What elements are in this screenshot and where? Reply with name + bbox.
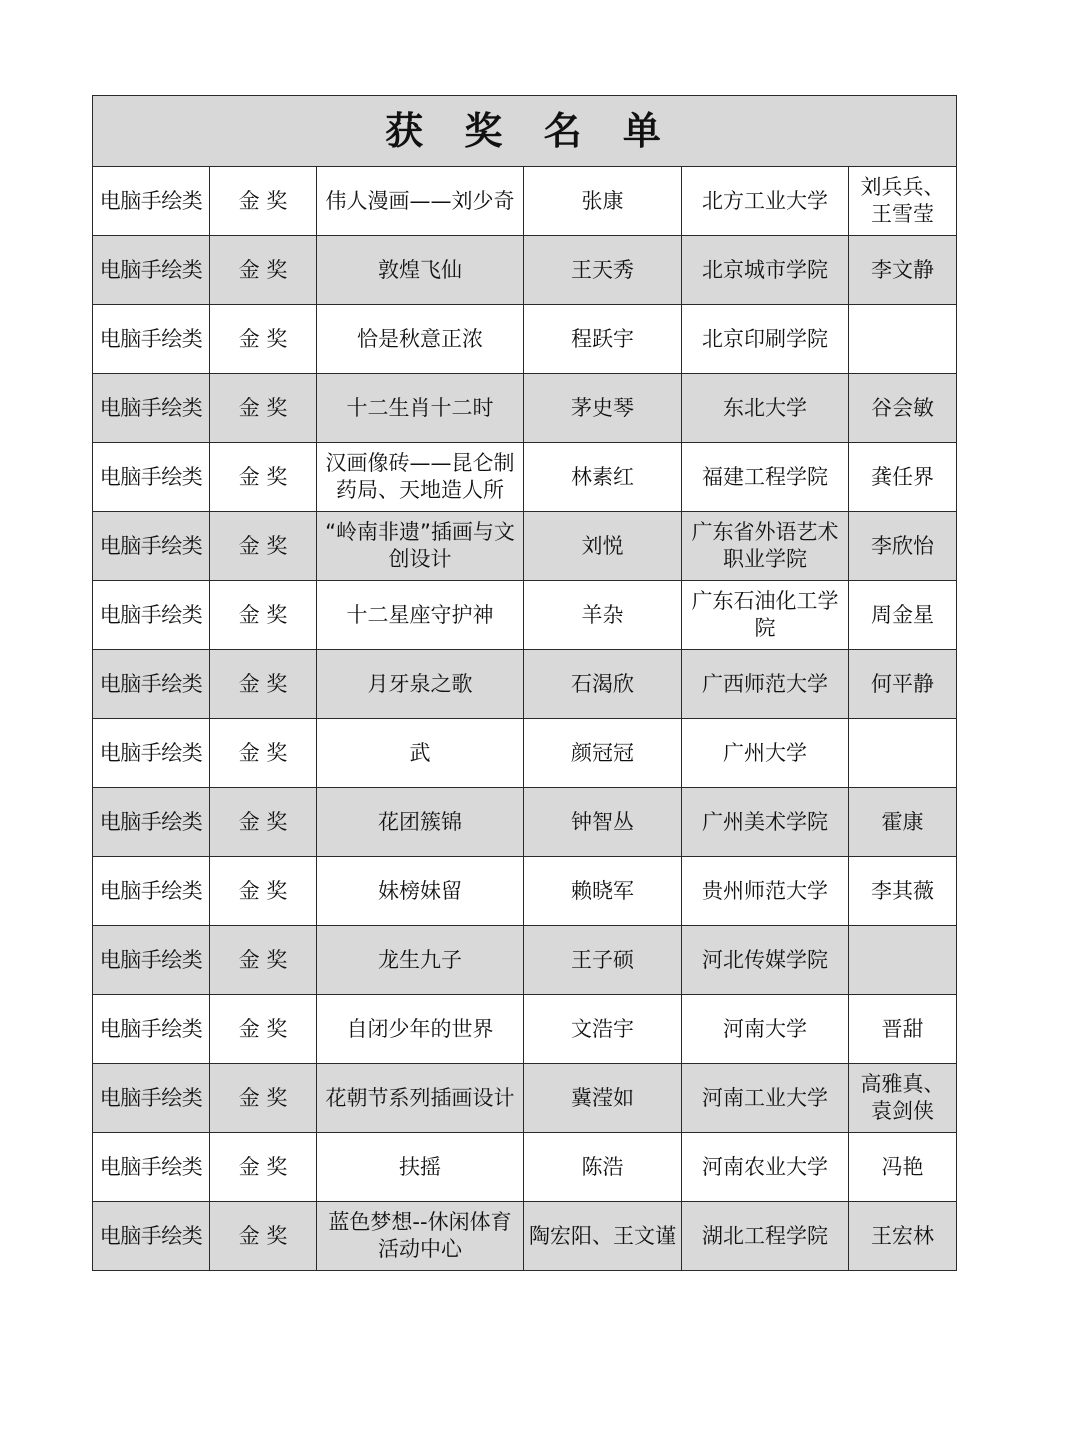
work-title-cell: 汉画像砖——昆仑制药局、天地造人所 — [317, 443, 524, 512]
author-cell: 王天秀 — [524, 236, 682, 305]
award-cell: 金 奖 — [210, 581, 317, 650]
author-cell: 刘悦 — [524, 512, 682, 581]
author-cell: 林素红 — [524, 443, 682, 512]
work-title-cell: 蓝色梦想--休闲体育活动中心 — [317, 1202, 524, 1271]
school-cell: 河南工业大学 — [682, 1064, 849, 1133]
table-row — [93, 443, 957, 512]
teacher-cell: 李文静 — [849, 236, 957, 305]
category-cell: 电脑手绘类 — [93, 1064, 210, 1133]
award-cell: 金 奖 — [210, 1202, 317, 1271]
school-cell: 广州大学 — [682, 719, 849, 788]
award-cell: 金 奖 — [210, 926, 317, 995]
teacher-cell — [849, 305, 957, 374]
table-row — [93, 374, 957, 443]
award-cell: 金 奖 — [210, 788, 317, 857]
teacher-cell: 何平静 — [849, 650, 957, 719]
school-cell: 贵州师范大学 — [682, 857, 849, 926]
school-cell: 广东省外语艺术职业学院 — [682, 512, 849, 581]
author-cell: 张康 — [524, 167, 682, 236]
teacher-cell: 李欣怡 — [849, 512, 957, 581]
work-title-cell: 花团簇锦 — [317, 788, 524, 857]
work-title-cell: 妹榜妹留 — [317, 857, 524, 926]
teacher-cell: 谷会敏 — [849, 374, 957, 443]
category-cell: 电脑手绘类 — [93, 512, 210, 581]
author-cell: 羊杂 — [524, 581, 682, 650]
category-cell: 电脑手绘类 — [93, 167, 210, 236]
category-cell: 电脑手绘类 — [93, 1202, 210, 1271]
category-cell: 电脑手绘类 — [93, 995, 210, 1064]
table-row — [93, 581, 957, 650]
teacher-cell: 李其薇 — [849, 857, 957, 926]
teacher-cell: 晋甜 — [849, 995, 957, 1064]
table-row — [93, 1202, 957, 1271]
work-title-cell: 月牙泉之歌 — [317, 650, 524, 719]
teacher-cell: 高雅真、袁剑侠 — [849, 1064, 957, 1133]
school-cell: 湖北工程学院 — [682, 1202, 849, 1271]
category-cell: 电脑手绘类 — [93, 857, 210, 926]
category-cell: 电脑手绘类 — [93, 926, 210, 995]
school-cell: 广西师范大学 — [682, 650, 849, 719]
award-cell: 金 奖 — [210, 167, 317, 236]
author-cell: 钟智丛 — [524, 788, 682, 857]
school-cell: 河南农业大学 — [682, 1133, 849, 1202]
author-cell: 陈浩 — [524, 1133, 682, 1202]
category-cell: 电脑手绘类 — [93, 443, 210, 512]
teacher-cell: 周金星 — [849, 581, 957, 650]
author-cell: 冀滢如 — [524, 1064, 682, 1133]
school-cell: 广东石油化工学院 — [682, 581, 849, 650]
teacher-cell: 龚任界 — [849, 443, 957, 512]
award-cell: 金 奖 — [210, 305, 317, 374]
award-cell: 金 奖 — [210, 650, 317, 719]
category-cell: 电脑手绘类 — [93, 305, 210, 374]
award-cell: 金 奖 — [210, 512, 317, 581]
category-cell: 电脑手绘类 — [93, 581, 210, 650]
award-cell: 金 奖 — [210, 1133, 317, 1202]
teacher-cell — [849, 719, 957, 788]
school-cell: 广州美术学院 — [682, 788, 849, 857]
work-title-cell: 扶摇 — [317, 1133, 524, 1202]
award-list-sheet — [92, 95, 956, 1271]
table-row — [93, 167, 957, 236]
category-cell: 电脑手绘类 — [93, 650, 210, 719]
author-cell: 石渴欣 — [524, 650, 682, 719]
work-title-cell: “岭南非遗”插画与文创设计 — [317, 512, 524, 581]
table-row — [93, 650, 957, 719]
school-cell: 福建工程学院 — [682, 443, 849, 512]
author-cell: 陶宏阳、王文谨 — [524, 1202, 682, 1271]
author-cell: 文浩宇 — [524, 995, 682, 1064]
award-cell: 金 奖 — [210, 857, 317, 926]
work-title-cell: 十二生肖十二时 — [317, 374, 524, 443]
table-row — [93, 719, 957, 788]
school-cell: 河北传媒学院 — [682, 926, 849, 995]
award-table — [92, 95, 957, 1271]
teacher-cell: 王宏林 — [849, 1202, 957, 1271]
work-title-cell: 自闭少年的世界 — [317, 995, 524, 1064]
work-title-cell: 敦煌飞仙 — [317, 236, 524, 305]
teacher-cell: 刘兵兵、王雪莹 — [849, 167, 957, 236]
table-row — [93, 305, 957, 374]
author-cell: 程跃宇 — [524, 305, 682, 374]
school-cell: 北京城市学院 — [682, 236, 849, 305]
author-cell: 茅史琴 — [524, 374, 682, 443]
table-row — [93, 857, 957, 926]
table-row — [93, 1064, 957, 1133]
work-title-cell: 武 — [317, 719, 524, 788]
table-row — [93, 236, 957, 305]
school-cell: 北京印刷学院 — [682, 305, 849, 374]
category-cell: 电脑手绘类 — [93, 374, 210, 443]
table-row — [93, 926, 957, 995]
work-title-cell: 花朝节系列插画设计 — [317, 1064, 524, 1133]
table-row — [93, 512, 957, 581]
author-cell: 赖晓军 — [524, 857, 682, 926]
school-cell: 东北大学 — [682, 374, 849, 443]
award-cell: 金 奖 — [210, 443, 317, 512]
category-cell: 电脑手绘类 — [93, 1133, 210, 1202]
table-row — [93, 788, 957, 857]
teacher-cell — [849, 926, 957, 995]
category-cell: 电脑手绘类 — [93, 236, 210, 305]
teacher-cell: 霍康 — [849, 788, 957, 857]
table-row — [93, 995, 957, 1064]
work-title-cell: 恰是秋意正浓 — [317, 305, 524, 374]
school-cell: 河南大学 — [682, 995, 849, 1064]
work-title-cell: 伟人漫画——刘少奇 — [317, 167, 524, 236]
title-row — [93, 96, 957, 167]
award-cell: 金 奖 — [210, 374, 317, 443]
table-row — [93, 1133, 957, 1202]
teacher-cell: 冯艳 — [849, 1133, 957, 1202]
school-cell: 北方工业大学 — [682, 167, 849, 236]
award-cell: 金 奖 — [210, 719, 317, 788]
author-cell: 王子硕 — [524, 926, 682, 995]
award-cell: 金 奖 — [210, 1064, 317, 1133]
page-title: 获 奖 名 单 — [93, 96, 957, 167]
award-cell: 金 奖 — [210, 236, 317, 305]
work-title-cell: 龙生九子 — [317, 926, 524, 995]
author-cell: 颜冠冠 — [524, 719, 682, 788]
category-cell: 电脑手绘类 — [93, 719, 210, 788]
category-cell: 电脑手绘类 — [93, 788, 210, 857]
award-cell: 金 奖 — [210, 995, 317, 1064]
work-title-cell: 十二星座守护神 — [317, 581, 524, 650]
